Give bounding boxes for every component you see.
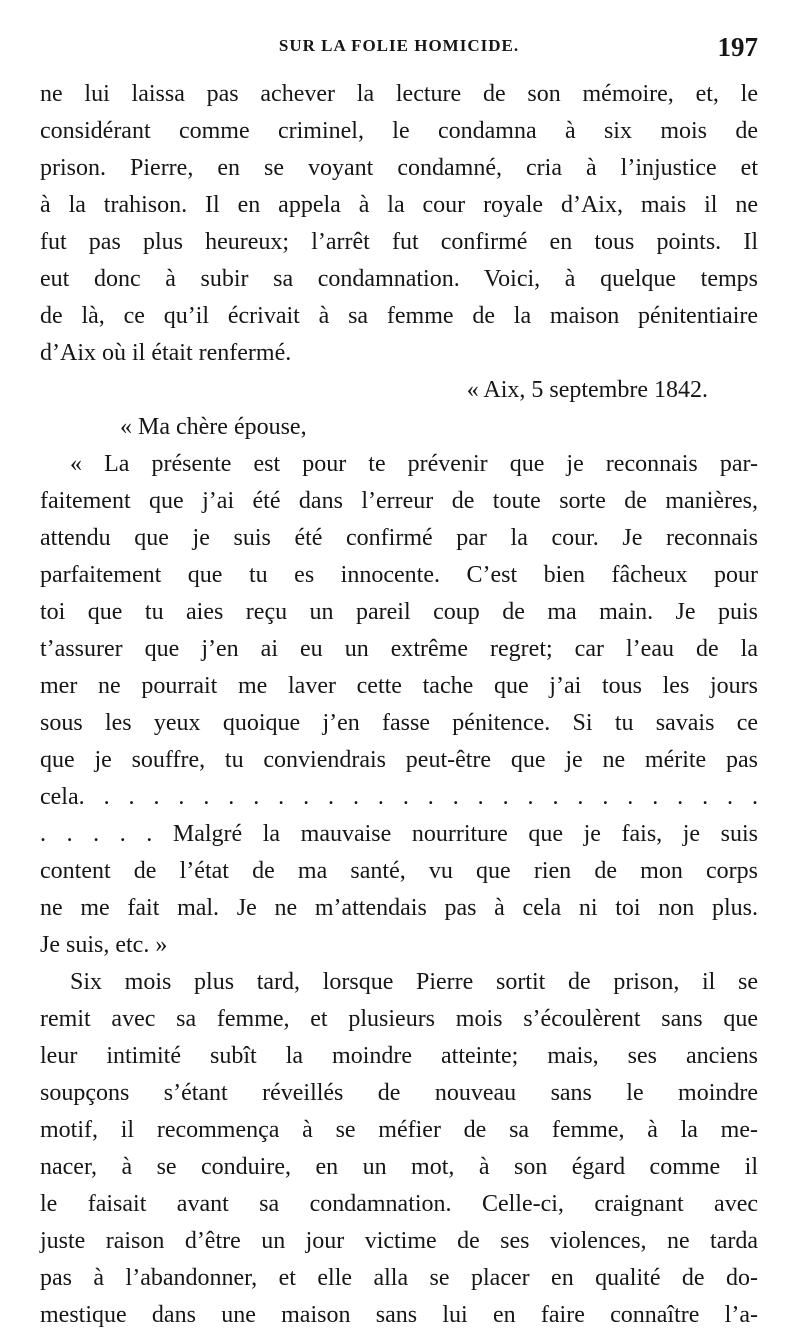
text-line: Six mois plus tard, lorsque Pierre sortit de prison, il se <box>70 969 758 995</box>
running-header <box>40 32 758 66</box>
text-line: « La présente est pour te prévenir que je reconnais par- <box>70 451 758 477</box>
text-line: considérant comme criminel, le condamna à six mois de <box>40 118 758 144</box>
text-line: cela. . . . . . . . . . . . . . . . . . . . . . . . . . . . <box>40 784 758 810</box>
running-title: SUR LA FOLIE HOMICIDE. <box>278 36 520 55</box>
letter-closing: Je suis, etc. » <box>40 932 168 958</box>
text-line: le faisait avant sa condamnation. Celle-ci, craignant avec <box>40 1191 758 1217</box>
text-line: d’Aix où il était renfermé. <box>40 340 292 366</box>
text-line: ne me fait mal. Je ne m’attendais pas à cela ni toi non plus. <box>40 895 758 921</box>
letter-salutation: « Ma chère épouse, <box>120 414 307 440</box>
page-number: 197 <box>717 32 758 62</box>
text-line: mer ne pourrait me laver cette tache que j’ai tous les jours <box>40 673 758 699</box>
text-line: à la trahison. Il en appela à la cour royale d’Aix, mais il ne <box>40 192 758 218</box>
text-line: attendu que je suis été confirmé par la cour. Je reconnais <box>40 525 758 551</box>
text-line: soupçons s’étant réveillés de nouveau sans le moindre <box>40 1080 758 1106</box>
text-line: de là, ce qu’il écrivait à sa femme de la maison pénitentiaire <box>40 303 758 329</box>
text-line: remit avec sa femme, et plusieurs mois s’écoulèrent sans que <box>40 1006 758 1032</box>
text-line: pas à l’abandonner, et elle alla se placer en qualité de do- <box>40 1265 758 1291</box>
text-line: mestique dans une maison sans lui en faire connaître l’a- <box>40 1302 758 1328</box>
text-line: content de l’état de ma santé, vu que rien de mon corps <box>40 858 758 884</box>
text-line: nacer, à se conduire, en un mot, à son égard comme il <box>40 1154 758 1180</box>
body-text <box>40 76 758 1334</box>
text-line: toi que tu aies reçu un pareil coup de ma main. Je puis <box>40 599 758 625</box>
text-line: faitement que j’ai été dans l’erreur de toute sorte de manières, <box>40 488 758 514</box>
text-line: t’assurer que j’en ai eu un extrême regret; car l’eau de la <box>40 636 758 662</box>
letter-dateline: « Aix, 5 septembre 1842. <box>466 377 708 403</box>
text-line: que je souffre, tu conviendrais peut-être que je ne mérite pas <box>40 747 758 773</box>
text-line: sous les yeux quoique j’en fasse pénitence. Si tu savais ce <box>40 710 758 736</box>
text-line: fut pas plus heureux; l’arrêt fut confirmé en tous points. Il <box>40 229 758 255</box>
text-line: eut donc à subir sa condamnation. Voici, à quelque temps <box>40 266 758 292</box>
text-line: juste raison d’être un jour victime de ses violences, ne tarda <box>40 1228 758 1254</box>
text-line: prison. Pierre, en se voyant condamné, cria à l’injustice et <box>40 155 758 181</box>
text-line: motif, il recommença à se méfier de sa femme, à la me- <box>40 1117 758 1143</box>
text-line: ne lui laissa pas achever la lecture de son mémoire, et, le <box>40 81 758 107</box>
text-line: . . . . . Malgré la mauvaise nourriture que je fais, je suis <box>40 821 758 847</box>
text-line: leur intimité subît la moindre atteinte; mais, ses anciens <box>40 1043 758 1069</box>
text-line: parfaitement que tu es innocente. C’est bien fâcheux pour <box>40 562 758 588</box>
